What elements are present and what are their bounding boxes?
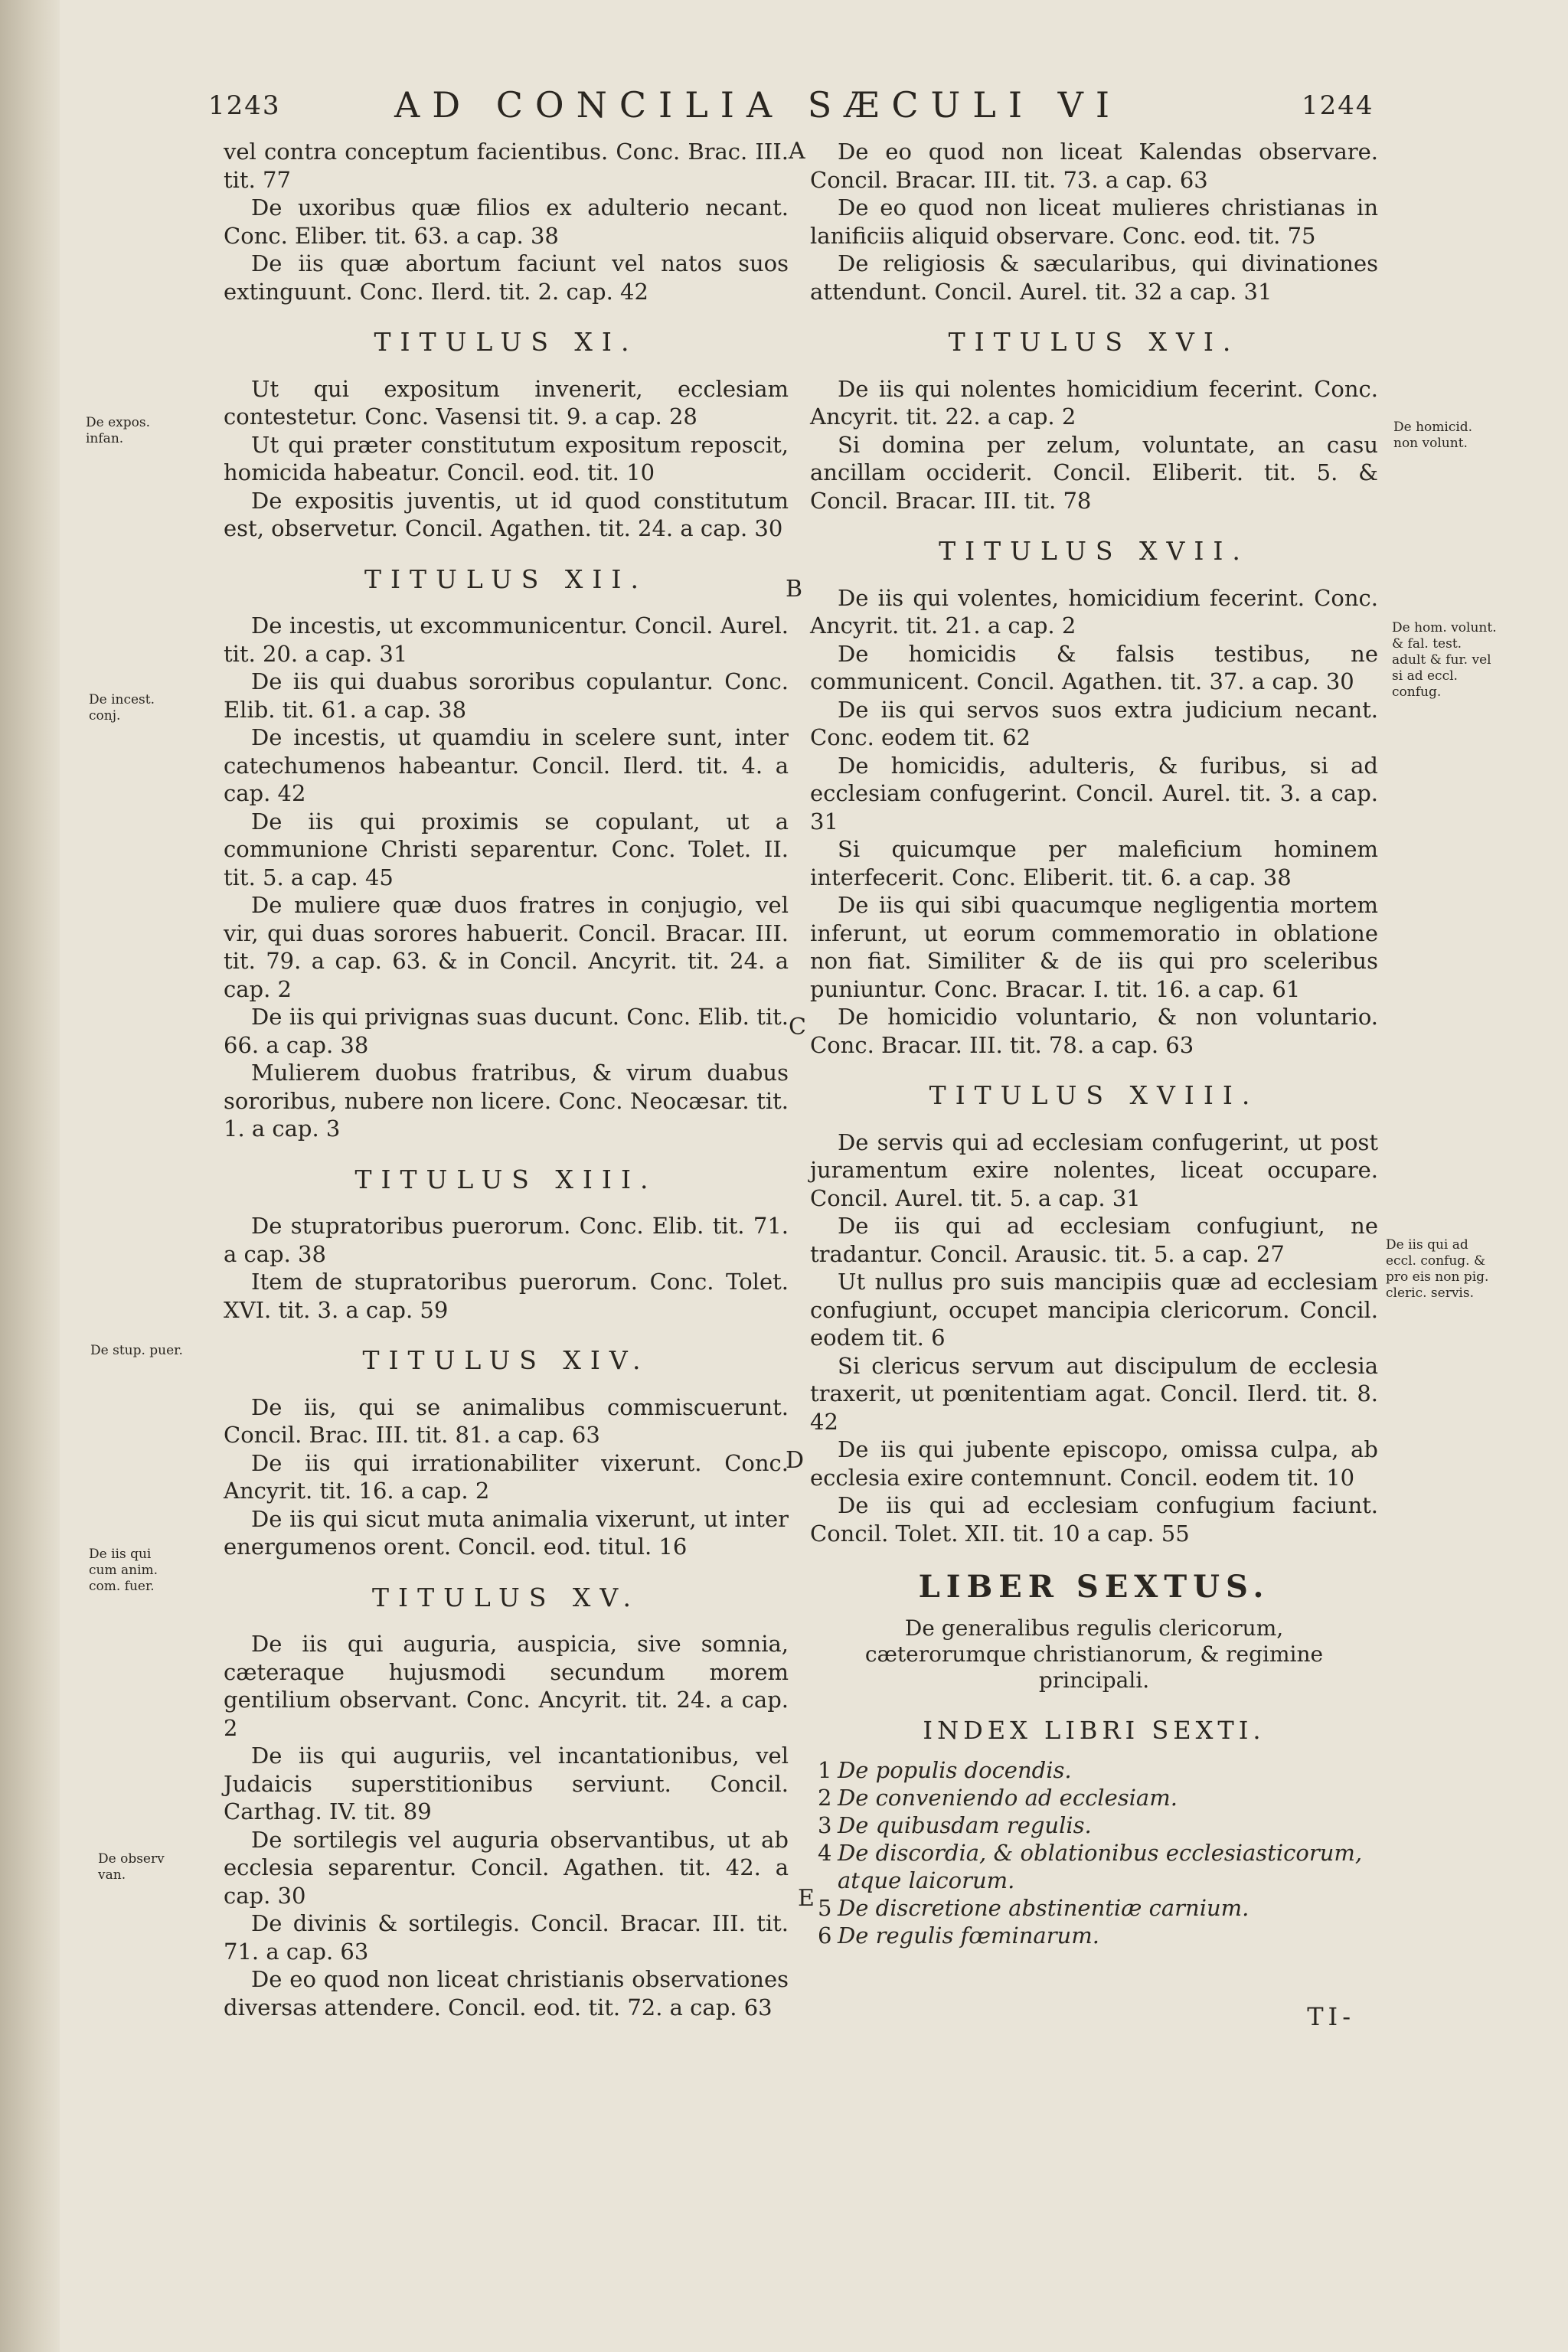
- entry: De iis qui sibi quacumque negligentia mortem inferunt, ut eorum commemoratio in oblatione non fiat. Similiter & de iis qui pro sceleribus puniuntur. Conc. Bracar. I. tit. 16. a cap. 61: [810, 892, 1378, 1002]
- index-text: De quibusdam regulis.: [838, 1812, 1092, 1838]
- entry: De divinis & sortilegis. Concil. Bracar. III. tit. 71. a cap. 63: [224, 1910, 789, 1965]
- margin-note-left: De iis qui cum anim. com. fuer.: [89, 1547, 158, 1594]
- folio-left: 1243: [208, 90, 281, 121]
- index-number: 5: [818, 1895, 832, 1921]
- index-item: [810, 1811, 1378, 1839]
- index-number: 4: [818, 1840, 832, 1866]
- left-column: [224, 138, 789, 2021]
- entry: De eo quod non liceat mulieres christianas in lanificiis aliquid observare. Conc. eod. tit. 75: [810, 194, 1378, 249]
- entry: De religiosis & sæcularibus, qui divinationes attendunt. Concil. Aurel. tit. 32 a cap. 31: [810, 250, 1378, 305]
- entry: Ut nullus pro suis mancipiis quæ ad ecclesiam confugiunt, occupet mancipia clericorum. Concil. eodem tit. 6: [810, 1269, 1378, 1351]
- entry: De homicidis & falsis testibus, ne communicent. Concil. Agathen. tit. 37. a cap. 30: [810, 640, 1378, 694]
- entry: De stupratoribus puerorum. Conc. Elib. tit. 71. a cap. 38: [224, 1213, 789, 1267]
- entry: Item de stupratoribus puerorum. Conc. Tolet. XVI. tit. 3. a cap. 59: [224, 1269, 789, 1323]
- entry: De iis qui ad ecclesiam confugiunt, ne tradantur. Concil. Arausic. tit. 5. a cap. 27: [810, 1213, 1378, 1267]
- section-letter: D: [786, 1447, 805, 1474]
- entry: De iis qui irrationabiliter vixerunt. Conc. Ancyrit. tit. 16. a cap. 2: [224, 1449, 789, 1504]
- right-column: [810, 138, 1378, 2031]
- index-item: [810, 1894, 1378, 1922]
- entry: De iis quæ abortum faciunt vel natos suos extinguunt. Conc. Ilerd. tit. 2. cap. 42: [224, 250, 789, 305]
- entry: Si domina per zelum, voluntate, an casu ancillam occiderit. Concil. Eliberit. tit. 5. & Concil. Bracar. III. tit. 78: [810, 431, 1378, 514]
- index-number: 3: [818, 1812, 832, 1838]
- index-number: 1: [818, 1757, 832, 1783]
- entry: De iis, qui se animalibus commiscuerunt. Concil. Brac. III. tit. 81. a cap. 63: [224, 1393, 789, 1448]
- section-letter: A: [789, 138, 805, 165]
- entry: De homicidis, adulteris, & furibus, si ad ecclesiam confugerint. Concil. Aurel. tit. 3. a cap. 31: [810, 752, 1378, 835]
- entry: De sortilegis vel auguria observantibus, ut ab ecclesia separentur. Concil. Agathen. tit. 42. a cap. 30: [224, 1826, 789, 1909]
- index-text: De discretione abstinentiæ carnium.: [838, 1895, 1250, 1921]
- index-text: De conveniendo ad ecclesiam.: [838, 1785, 1178, 1811]
- liber-heading: LIBER SEXTUS.: [918, 1569, 1270, 1605]
- margin-note-left: De incest. conj.: [89, 692, 155, 724]
- entry: De iis qui volentes, homicidium fecerint. Conc. Ancyrit. tit. 21. a cap. 2: [810, 584, 1378, 639]
- section-letter: E: [798, 1885, 815, 1912]
- entry: De iis qui auguriis, vel incantationibus, vel Judaicis superstitionibus serviunt. Concil. Carthag. IV. tit. 89: [224, 1743, 789, 1824]
- margin-note-left: De observ van.: [98, 1851, 165, 1883]
- margin-note-right: De hom. volunt. & fal. test. adult & fur. vel si ad eccl. confug.: [1392, 620, 1497, 700]
- index-heading: INDEX LIBRI SEXTI.: [923, 1715, 1266, 1745]
- entry: Ut qui præter constitutum expositum reposcit, homicida habeatur. Concil. eod. tit. 10: [224, 431, 789, 485]
- titulus-heading: TITULUS XVI.: [948, 327, 1240, 357]
- section-letter: C: [789, 1014, 806, 1040]
- entry: De uxoribus quæ filios ex adulterio necant. Conc. Eliber. tit. 63. a cap. 38: [224, 194, 789, 249]
- section-letter: B: [786, 576, 803, 603]
- index-text: De discordia, & oblationibus ecclesiasticorum, atque laicorum.: [838, 1840, 1363, 1893]
- entry: De eo quod non liceat christianis observationes diversas attendere. Concil. eod. tit. 72. a cap. 63: [224, 1966, 789, 2020]
- entry: De iis qui auguria, auspicia, sive somnia, cæteraque hujusmodi secundum morem gentilium observant. Conc. Ancyrit. tit. 24. a cap. 2: [224, 1631, 789, 1741]
- titulus-heading: TITULUS XIII.: [354, 1164, 658, 1194]
- liber-subtitle: De generalibus regulis clericorum, cæterorumque christianorum, & regimine principali.: [864, 1615, 1324, 1693]
- running-title: AD CONCILIA SÆCULI VI: [394, 84, 1122, 126]
- entry: De servis qui ad ecclesiam confugerint, ut post juramentum exire nolentes, liceat occupare. Concil. Aurel. tit. 5. a cap. 31: [810, 1129, 1378, 1211]
- entry: Si clericus servum aut discipulum de ecclesia traxerit, ut pœnitentiam agat. Concil. Ilerd. tit. 8. 42: [810, 1352, 1378, 1435]
- entry: De iis qui duabus sororibus copulantur. Conc. Elib. tit. 61. a cap. 38: [224, 668, 789, 723]
- index-item: [810, 1922, 1378, 1949]
- entry: De iis qui sicut muta animalia vixerunt, ut inter energumenos orent. Concil. eod. titul. 16: [224, 1505, 789, 1560]
- margin-note-right: De iis qui ad eccl. confug. & pro eis non pig. cleric. servis.: [1386, 1237, 1489, 1301]
- entry: Ut qui expositum invenerit, ecclesiam contestetur. Conc. Vasensi tit. 9. a cap. 28: [224, 375, 789, 430]
- folio-right: 1244: [1302, 90, 1374, 121]
- entry: Mulierem duobus fratribus, & virum duabus sororibus, nubere non licere. Conc. Neocæsar. tit. 1. a cap. 3: [224, 1060, 789, 1142]
- entry: De expositis juventis, ut id quod constitutum est, observetur. Concil. Agathen. tit. 24. a cap. 30: [224, 487, 789, 541]
- titulus-heading: TITULUS XV.: [372, 1582, 640, 1612]
- entry: De muliere quæ duos fratres in conjugio, vel vir, qui duas sorores habuerit. Concil. Bracar. III. tit. 79. a cap. 63. & in Concil. Ancyrit. tit. 24. a cap. 2: [224, 892, 789, 1002]
- index-number: 2: [818, 1785, 832, 1811]
- index-text: De regulis fœminarum.: [838, 1922, 1099, 1949]
- entry: De iis qui ad ecclesiam confugium faciunt. Concil. Tolet. XII. tit. 10 a cap. 55: [810, 1492, 1378, 1547]
- entry: De eo quod non liceat Kalendas observare. Concil. Bracar. III. tit. 73. a cap. 63: [810, 139, 1378, 193]
- entry: De iis qui jubente episcopo, omissa culpa, ab ecclesia exire contemnunt. Concil. eodem tit. 10: [810, 1436, 1378, 1491]
- entry: De incestis, ut quamdiu in scelere sunt, inter catechumenos habeantur. Concil. Ilerd. tit. 4. a cap. 42: [224, 724, 789, 806]
- entry: De incestis, ut excommunicentur. Concil. Aurel. tit. 20. a cap. 31: [224, 612, 789, 667]
- index-number: 6: [818, 1922, 832, 1949]
- titulus-heading: TITULUS XVII.: [939, 536, 1250, 566]
- entry: De iis qui proximis se copulant, ut a communione Christi separentur. Conc. Tolet. II. tit. 5. a cap. 45: [224, 808, 789, 890]
- titulus-heading: TITULUS XIV.: [362, 1345, 650, 1375]
- entry: Si quicumque per maleficium hominem interfecerit. Conc. Eliberit. tit. 6. a cap. 38: [810, 836, 1378, 890]
- margin-note-left: De stup. puer.: [90, 1343, 183, 1358]
- titulus-heading: TITULUS XVIII.: [929, 1080, 1259, 1110]
- margin-note-right: De homicid. non volunt.: [1393, 420, 1473, 451]
- index-text: De populis docendis.: [838, 1757, 1072, 1783]
- titulus-heading: TITULUS XII.: [364, 564, 648, 594]
- entry: De iis qui privignas suas ducunt. Conc. Elib. tit. 66. a cap. 38: [224, 1004, 789, 1058]
- entry: vel contra conceptum facientibus. Conc. Brac. III. tit. 77: [224, 139, 789, 193]
- index-item: [810, 1784, 1378, 1811]
- index-list: [810, 1756, 1378, 1949]
- running-header: [0, 84, 1568, 129]
- catchword: TI-: [1307, 2002, 1355, 2031]
- margin-note-left: De expos. infan.: [86, 415, 150, 446]
- entry: De iis qui servos suos extra judicium necant. Conc. eodem tit. 62: [810, 696, 1378, 750]
- entry: De homicidio voluntario, & non voluntario. Conc. Bracar. III. tit. 78. a cap. 63: [810, 1004, 1378, 1058]
- index-item: [810, 1839, 1378, 1894]
- titulus-heading: TITULUS XI.: [374, 327, 639, 357]
- index-item: [810, 1756, 1378, 1784]
- page-gutter: [0, 0, 60, 2352]
- entry: De iis qui nolentes homicidium fecerint. Conc. Ancyrit. tit. 22. a cap. 2: [810, 375, 1378, 430]
